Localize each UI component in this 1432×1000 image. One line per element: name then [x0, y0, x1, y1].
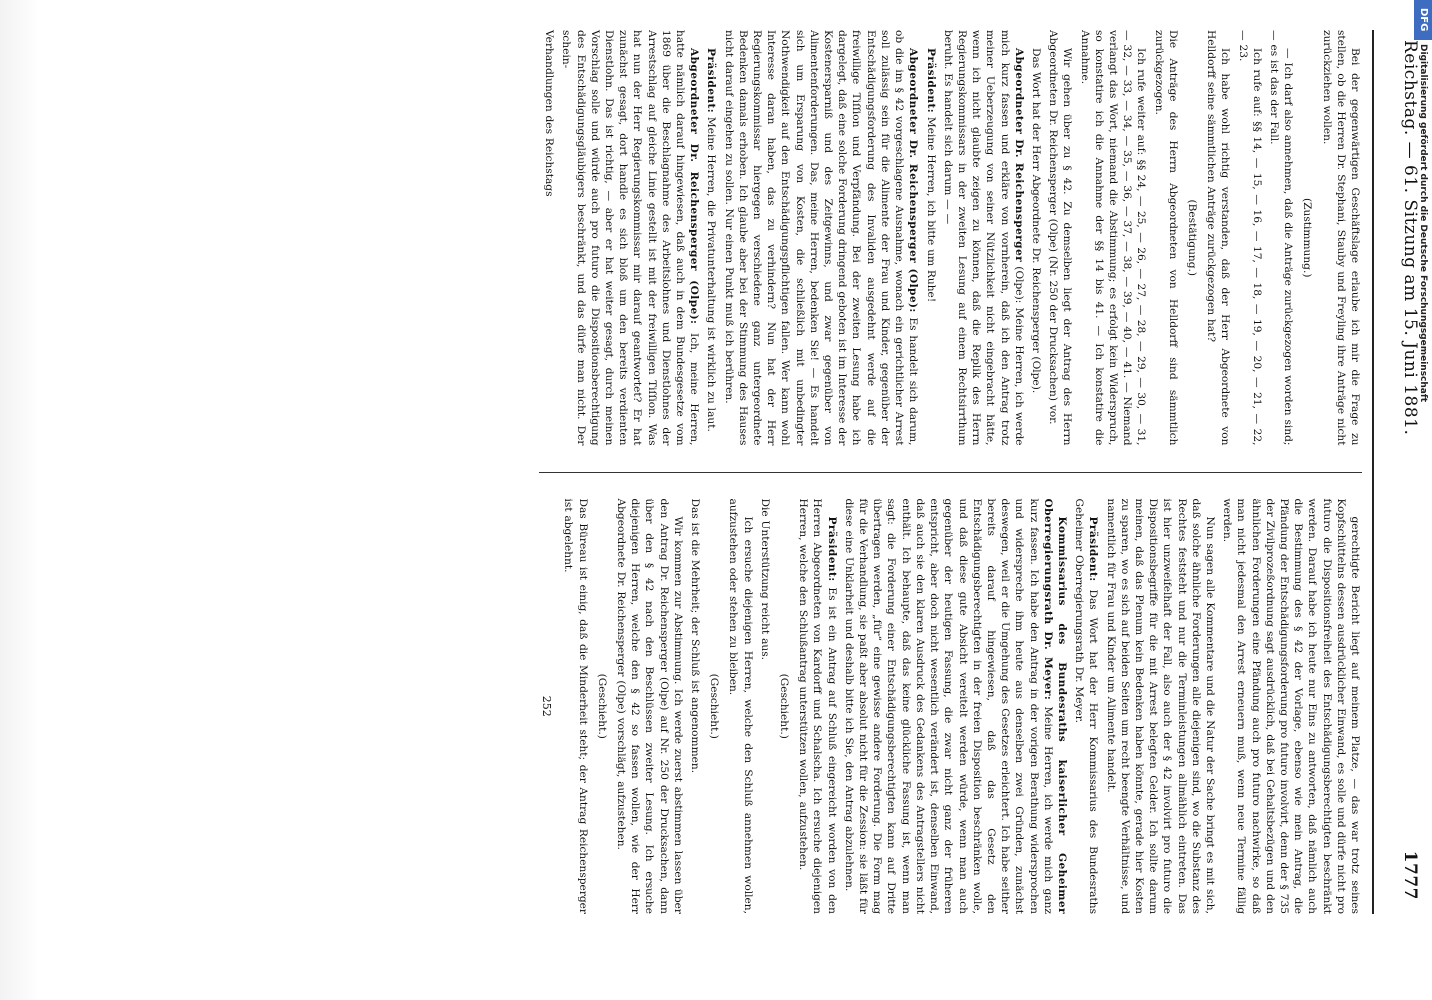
- paragraph: Das Büreau ist einig, daß die Minderheit steht; der Antrag Reichensperger ist abgelehnt.: [562, 498, 589, 914]
- paragraph: Abgeordneter Dr. Reichensperger (Olpe): Es handelt sich darum, ob die im § 42 vorgeschlagene Ausnahme, wonach ein gerichtlicher Arrest soll zulässig sein für die Alimente der Frau und Kinder, gegenüber der Entschädigungsforderung des Invaliden ausgedehnt werde auf die freiwillige Tiſſion und Verpfändung. Bei der zweiten Lesung habe ich dargelegt, daß eine solche Forderung dringend geboten ist im Interesse der Kostenersparniß und des Zeitgewinns, und zwar gegenüber von Alimentenforderungen. Das, meine Herren, bedenken Sie! — Es handelt sich um Ersparung von Kosten, die schließlich mit unbedingter Nothwendigkeit auf den Entschädigungspflichtigen fallen. Wer kann wohl Interesse daran haben, das zu verhindern? Nun hat der Herr Regierungskommissar hiergegen verschiedene ganz untergeordnete Bedenken damals erhoben. Ich glaube aber bei der Stimmung des Hauses nicht darauf eingehen zu sollen. Nur einen Punkt muß ich berühren.: [722, 30, 920, 446]
- page-number: 1777: [1400, 850, 1420, 900]
- paragraph: Die Anträge des Herrn Abgeordneten von Helldorff sind sämmtlich zurückgezogen.: [1152, 30, 1179, 446]
- paragraph: Ich habe wohl richtig verstanden, daß der Herr Abgeordnete von Helldorff seine sämmtlichen Anträge zurückgezogen hat?: [1205, 30, 1232, 446]
- paragraph: (Geschieht.): [708, 673, 721, 739]
- speaker-name: Kommissarius des Bundesraths kaiserlicher Geheimer Oberregierungsrath Dr. Meyer:: [1041, 498, 1068, 914]
- speaker-name: Präsident:: [1087, 516, 1100, 582]
- paragraph: — Ich darf also annehmen, daß die Anträge zurückgezogen worden sind; — es ist das der Fall.: [1267, 30, 1295, 446]
- paragraph: Ich ersuche diejenigen Herren, welche den Schluß annehmen wollen, aufzustehen oder stehen zu bleiben.: [727, 498, 754, 914]
- speaker-name: Abgeordneter Dr. Reichensperger: [1012, 48, 1025, 263]
- paragraph: Präsident: Es ist ein Antrag auf Schluß eingereicht worden von den Herren Abgeordneten von Kardorff und Schalscha. Ich ersuche diejenigen Herren, welche den Schlußantrag unterstützen wollen, aufzustehen.: [797, 498, 838, 914]
- dfg-credit-text: Digitalisierung gefördert durch die Deutsche Forschungsgemeinschaft: [1418, 44, 1428, 403]
- running-head: Reichstag. — 61. Sitzung am 15. Juni 1881.: [1400, 40, 1420, 436]
- paragraph: Wir kommen zur Abstimmung. Ich werde zuerst abstimmen lassen über den Antrag Dr. Reichensperger (Olpe) auf Nr. 250 der Drucksachen, dann über den § 42 nach den Beschlüssen zweiter Lesung. Ich ersuche diejenigen Herren, welche den § 42 so fassen wollen, wie der Herr Abgeordnete Dr. Reichensperger (Olpe) vorschlägt, aufzustehen.: [615, 498, 684, 914]
- column-right: [539, 499, 1362, 915]
- column-divider: [539, 472, 1362, 473]
- paragraph: (Zustimmung.): [1301, 198, 1314, 278]
- paragraph: Ich rufe auf: §§ 14, — 15, — 16, — 17, — 18, — 19, — 20, — 21, — 22, — 23.: [1236, 30, 1263, 446]
- speaker-name: Präsident:: [924, 48, 937, 114]
- paragraph: (Bestätigung.): [1185, 199, 1198, 277]
- dfg-logo: DFG: [1414, 0, 1432, 40]
- paragraph: Nun sagen alle Kommentare und die Natur der Sache bringt es mit sich, daß solche ähnliche Forderungen alle diejenigen sind, wo die Substanz des Rechtes feststeht und nur die Terminleistungen allmählich eintreten. Das ist hier unzweifelhaft der Fall, also auch der § 42 involvirt pro futuro die Dispositionsbegriffe für die mit Arrest belegten Gelder. Ich sollte darum meinen, daß das Plenum kein Bedenken haben könnte, gerade hier Kosten zu sparen, wo es sich auf beiden Seiten um recht beengte Verhältnisse, und namentlich für Frau und Kinder um Alimente handelt.: [1104, 498, 1216, 914]
- paragraph: Präsident: Das Wort hat der Herr Kommissarius des Bundesraths Geheimer Oberregierungsrath Dr. Meyer.: [1073, 498, 1100, 914]
- paragraph: Kommissarius des Bundesraths kaiserlicher Geheimer Oberregierungsrath Dr. Meyer: Meine Herren, ich werde mich ganz kurz fassen. Ich habe den Antrag in der vorigen Berathung widersprochen und widerspreche ihm heute aus denselben zwei Gründen, zunächst deswegen, weil er die Umgehung des Gesetzes erleichtert. Ich habe seither bereits darauf hingewiesen, daß das Gesetz den Entschädigungsberechtigten in der freien Disposition beschränken wolle, und daß diese gute Absicht vereitelt werden würde, wenn man auch gegenüber der heutigen Fassung, die zwar nicht ganz der früheren entspricht, aber doch nicht wesentlich verändert ist, denselben Einwand, daß auch sie den klaren Ausdruck des Gedankens des Antragstellers nicht enthält. Ich behaupte, daß das keine glückliche Fassung ist, wenn man sagt: die Forderung einer Entschädigungsberechtigten kann auf Dritte übertragen werden, „für“ eine gewisse andere Forderung. Die Form mag für die Verhandlung, sie paßt aber absolut nicht für die Zession: sie läßt für diese eine Unklarheit und deshalb bitte ich Sie, den Antrag abzulehnen.: [842, 498, 1068, 914]
- paragraph: Wir gehen über zu § 42. Zu demselben liegt der Antrag des Herrn Abgeordneten Dr. Reichensperger (Olpe) (Nr. 250 der Drucksachen) vor.: [1047, 30, 1074, 446]
- paragraph: Ich rufe weiter auf: §§ 24, — 25, — 26, — 27, — 28, — 29, — 30, — 31, — 32, — 33, — 34, — 35, — 36, — 37, — 38, — 39, — 40, — 41. — Niemand verlangt das Wort, niemand die Abstimmung; es erfolgt kein Widerspruch, so konstatire ich die Annahme der §§ 14 bis 41. — Ich konstatire die Annahme.: [1078, 30, 1148, 446]
- paragraph: (Geschieht.): [595, 673, 608, 739]
- paragraph: Das ist die Mehrheit; der Schluß ist angenommen.: [689, 498, 702, 774]
- header-rule: [1372, 30, 1374, 914]
- paragraph: Das Wort hat der Herr Abgeordnete Dr. Reichensperger (Olpe).: [1029, 48, 1042, 394]
- paragraph: Abgeordneter Dr. Reichensperger (Olpe): Meine Herren, ich werde mich kurz fassen und erkläre von vornherein, daß ich den Antrag trotz meiner Ueberzeugung von seiner Nützlichkeit nicht eingebracht hätte, wenn ich nicht glaubte zeigen zu können, daß die Replik des Herrn Regierungskommissars in der zweiten Lesung auf einem Rechtsirrthum beruht. Es handelt sich darum — —: [941, 30, 1025, 446]
- speaker-name: Präsident:: [825, 516, 838, 582]
- footer-note: Verhandlungen des Reichstags: [543, 30, 556, 197]
- paragraph: Abgeordneter Dr. Reichensperger (Olpe): Ich, meine Herren, hatte nämlich darauf hingewiesen, daß auch in dem Bundesgesetze vom 1869 über die Beschlagnahme des Arbeitslohnes und Dienstlohnes der Arrestschlag auf gleiche Linie gestellt ist mit der freiwilligen Tiſſion. Was hat nun der Herr Regierungskommissar mir darauf geantwortet? Er hat zunächst gesagt, dort handle es sich bloß um den bereits verdienten Dienstlohn. Das ist richtig, — aber er hat weiter gesagt, durch meinen Vorschlag solle und würde auch pro futuro die Dispositionsberechtigung des Entschädigungsgläubigers beschränkt, und das dürfe man nicht. Der schein-: [560, 30, 701, 446]
- dfg-stamp: [1414, 0, 1432, 1000]
- signature-mark: 252: [540, 695, 554, 717]
- paragraph: (Geschieht.): [778, 673, 791, 739]
- paragraph: Präsident: Meine Herren, die Privatunterhaltung ist wirklich zu laut.: [705, 48, 718, 432]
- paragraph: gerechtigte Bericht liegt auf meinem Platze, — das war trotz seines Kopfschüttelns dessen ausdrücklicher Einwand, es solle und dürfe nicht pro futuro die Dispositionsfreiheit des Entschädigungsberechtigten beschränkt werden. Darauf habe ich heute nur Eins zu antworten, daß nämlich auch die Bestimmung des § 42 der Vorlage, ebenso wie mein Antrag, die Pfändung der Entschädigungsforderung pro futuro involvirt, denn der § 735 der Zivilprozeßordnung sagt ausdrücklich, daß bei Gehaltsbezügen und den ähnlichen Forderungen eine Pfändung auch pro futuro nachwirke, so daß man nicht jedesmal den Arrest erneuern muß, wenn neue Termine fällig werden.: [1221, 498, 1361, 914]
- speaker-name: Abgeordneter Dr. Reichensperger (Olpe):: [688, 48, 701, 325]
- speaker-name: Abgeordneter Dr. Reichensperger (Olpe):: [907, 48, 920, 313]
- column-left: [539, 30, 1362, 446]
- speaker-name: Präsident:: [705, 48, 718, 114]
- text-columns: [539, 30, 1362, 914]
- paragraph: Bei der gegenwärtigen Geschäftslage erlaube ich mir die Frage zu stellen, ob die Herren Dr. Stephani, Stauby und Freyling ihre Anträge nicht zurückziehen wollen.: [1320, 30, 1361, 446]
- paragraph: Die Unterstützung reicht aus.: [758, 498, 771, 661]
- paragraph: Präsident: Meine Herren, ich bitte um Ruhe!: [924, 48, 937, 303]
